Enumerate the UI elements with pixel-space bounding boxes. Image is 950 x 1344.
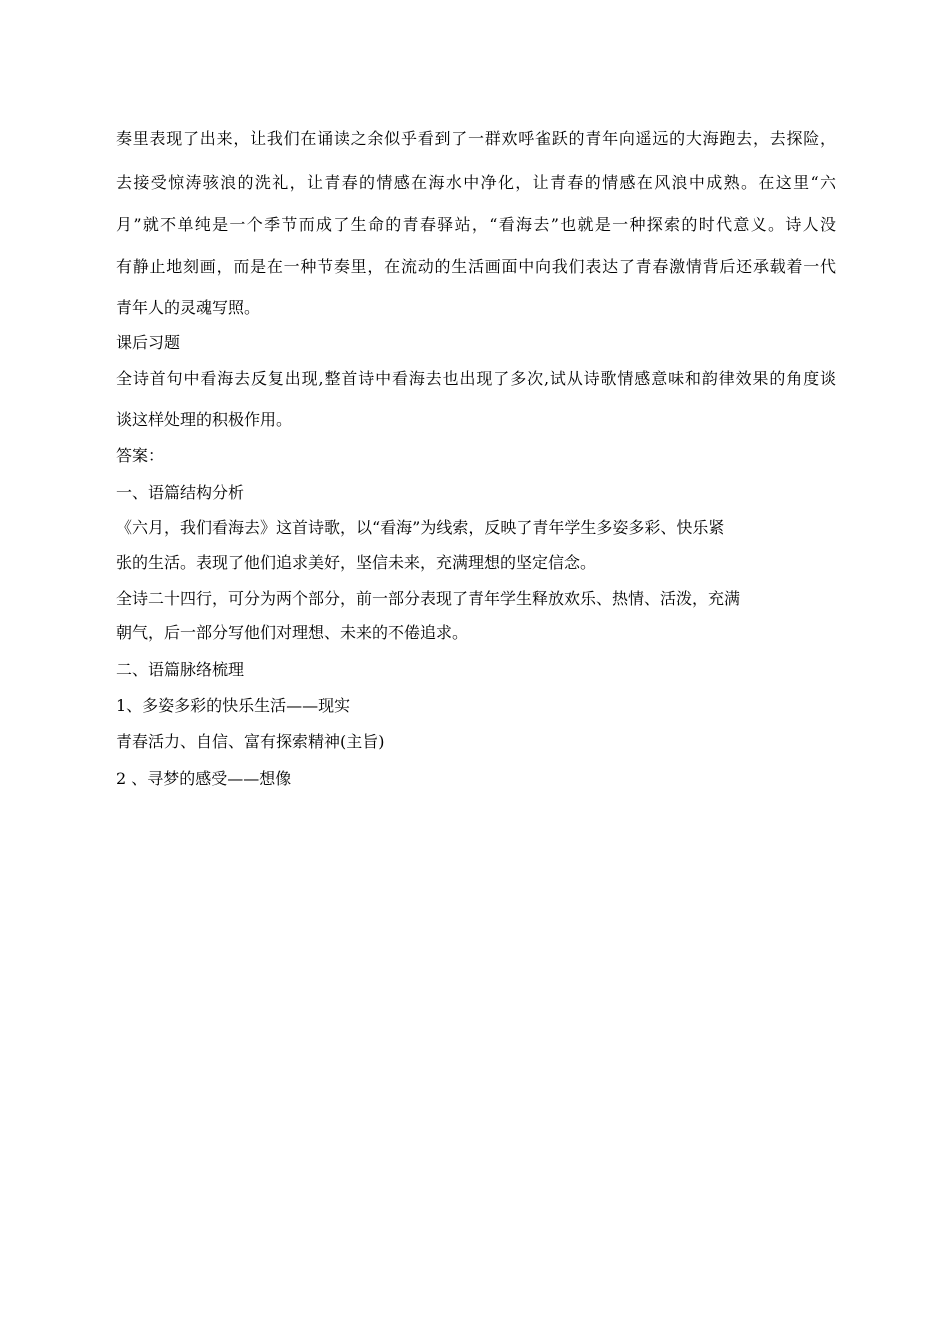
exercise-question-line-1: 全诗首句中看海去反复出现,整首诗中看海去也出现了多次,试从诗歌情感意味和韵律效果的角度谈 (116, 369, 836, 388)
intro-line-3: 月”就不单纯是一个季节而成了生命的青春驿站，“看海去”也就是一种探索的时代意义。诗人没 (116, 215, 836, 234)
intro-line-5: 青年人的灵魂写照。 (116, 298, 261, 317)
section2-heading: 二、语篇脉络梳理 (116, 660, 245, 679)
list-item-2: 2 、寻梦的感受——想像 (116, 769, 292, 788)
section1-p1-line-2: 张的生活。表现了他们追求美好，坚信未来，充满理想的坚定信念。 (116, 553, 597, 572)
list-item-1-detail: 青春活力、自信、富有探索精神(主旨) (116, 732, 385, 751)
answer-label: 答案： (116, 446, 165, 465)
intro-line-1: 奏里表现了出来，让我们在诵读之余似乎看到了一群欢呼雀跃的青年向遥远的大海跑去，去探险， (116, 129, 836, 148)
section1-p2-line-1: 全诗二十四行，可分为两个部分，前一部分表现了青年学生释放欢乐、热情、活泼，充满 (116, 589, 741, 608)
exercise-heading: 课后习题 (116, 333, 181, 352)
section1-heading: 一、语篇结构分析 (116, 483, 245, 502)
section1-p1-line-1: 《六月，我们看海去》这首诗歌，以“看海”为线索，反映了青年学生多姿多彩、快乐紧 (116, 518, 725, 537)
intro-line-4: 有静止地刻画，而是在一种节奏里，在流动的生活画面中向我们表达了青春激情背后还承载着一代 (116, 257, 836, 276)
section1-p2-line-2: 朝气，后一部分写他们对理想、未来的不倦追求。 (116, 623, 469, 642)
exercise-question-line-2: 谈这样处理的积极作用。 (116, 410, 293, 429)
list-item-1: 1、多姿多彩的快乐生活——现实 (116, 696, 351, 715)
intro-line-2: 去接受惊涛骇浪的洗礼，让青春的情感在海水中净化，让青春的情感在风浪中成熟。在这里“六 (116, 173, 836, 192)
